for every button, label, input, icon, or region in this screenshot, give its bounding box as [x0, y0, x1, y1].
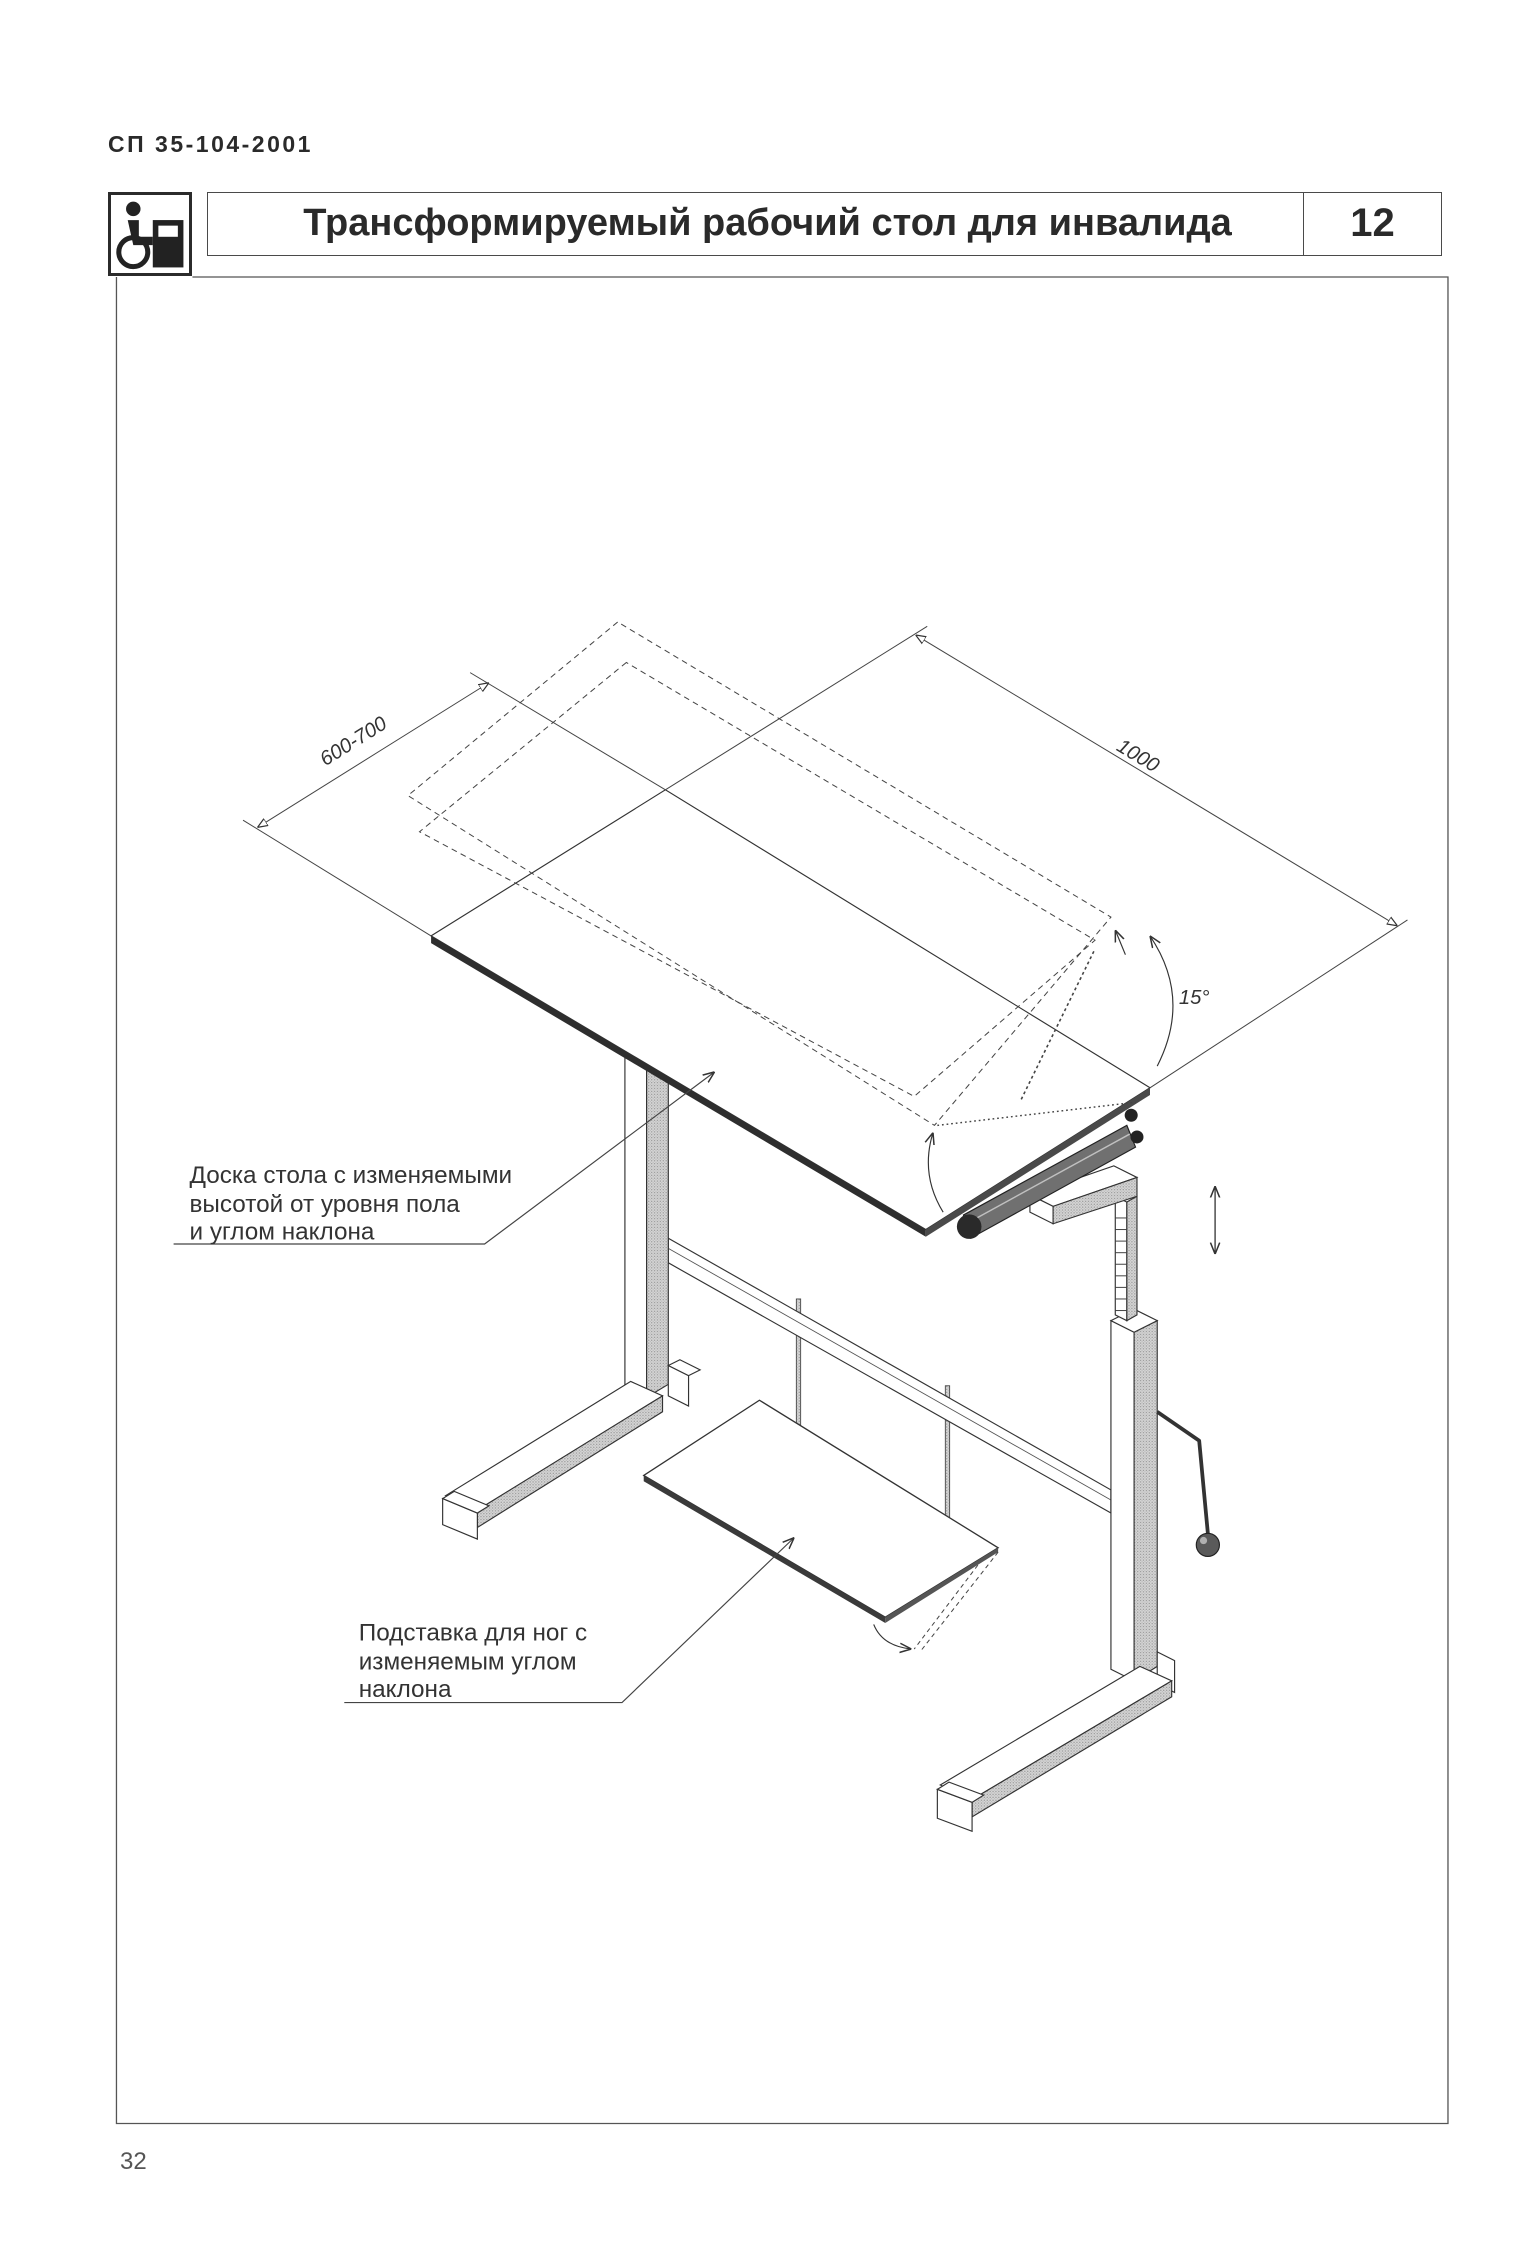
length-extension-left: [665, 626, 927, 789]
depth-extension-front: [243, 820, 431, 936]
tilt-arrow-inner: [1115, 930, 1125, 955]
title-bar: [207, 192, 1442, 256]
hinge-rod-end: [957, 1214, 982, 1239]
hinge-knob-upper: [1125, 1109, 1138, 1122]
depth-dimension-label: 600-700: [316, 712, 391, 771]
callout-table-board-line-2: высотой от уровня пола: [189, 1191, 460, 1219]
left-foot-top: [446, 1381, 663, 1510]
right-post-upper-side: [1127, 1196, 1137, 1320]
callout-footrest-line-3: наклона: [358, 1675, 452, 1703]
right-leg: [937, 1196, 1174, 1831]
callout-footrest-line-2: изменяемым углом: [358, 1648, 577, 1676]
depth-extension-back: [470, 673, 665, 790]
callout-table-board-line-1: Доска стола с изменяемыми: [189, 1162, 513, 1190]
left-post-face: [625, 1057, 647, 1397]
length-dimension-label: 1000: [1112, 735, 1163, 778]
accessibility-icon-box: [108, 192, 192, 276]
right-post-upper-face: [1115, 1196, 1127, 1320]
callout-footrest-line-1: Подставка для ног с: [358, 1619, 588, 1647]
depth-dimension-line: [257, 683, 488, 828]
table-board: [431, 790, 1150, 1237]
page-title: Трансформируемый рабочий стол для инвалида: [208, 193, 1304, 255]
callout-table-board-line-3: и углом наклона: [189, 1218, 375, 1246]
footrest-tilt-arrow: [874, 1624, 912, 1649]
crank-handle: [1157, 1412, 1219, 1557]
hinge-knob-lower: [1130, 1130, 1143, 1143]
right-post-lower-face: [1111, 1321, 1134, 1681]
tilt-angle-label: 15°: [1178, 986, 1210, 1009]
crank-arm: [1157, 1412, 1208, 1534]
document-code: СП 35-104-2001: [108, 131, 313, 157]
tilt-arc-right: [1150, 936, 1173, 1066]
callout-footrest: [344, 1538, 794, 1703]
length-dimension-line: [916, 635, 1398, 926]
right-post-lower-side: [1134, 1321, 1157, 1681]
right-foot-top: [940, 1666, 1171, 1799]
crank-knob-highlight: [1200, 1537, 1207, 1544]
table-board-top: [431, 790, 1150, 1230]
sheet-number: 12: [1350, 201, 1395, 245]
page-number: 32: [120, 2148, 147, 2175]
crank-knob: [1196, 1533, 1219, 1556]
wheelchair-accessibility-icon: [111, 195, 189, 273]
left-post-side: [647, 1069, 669, 1397]
